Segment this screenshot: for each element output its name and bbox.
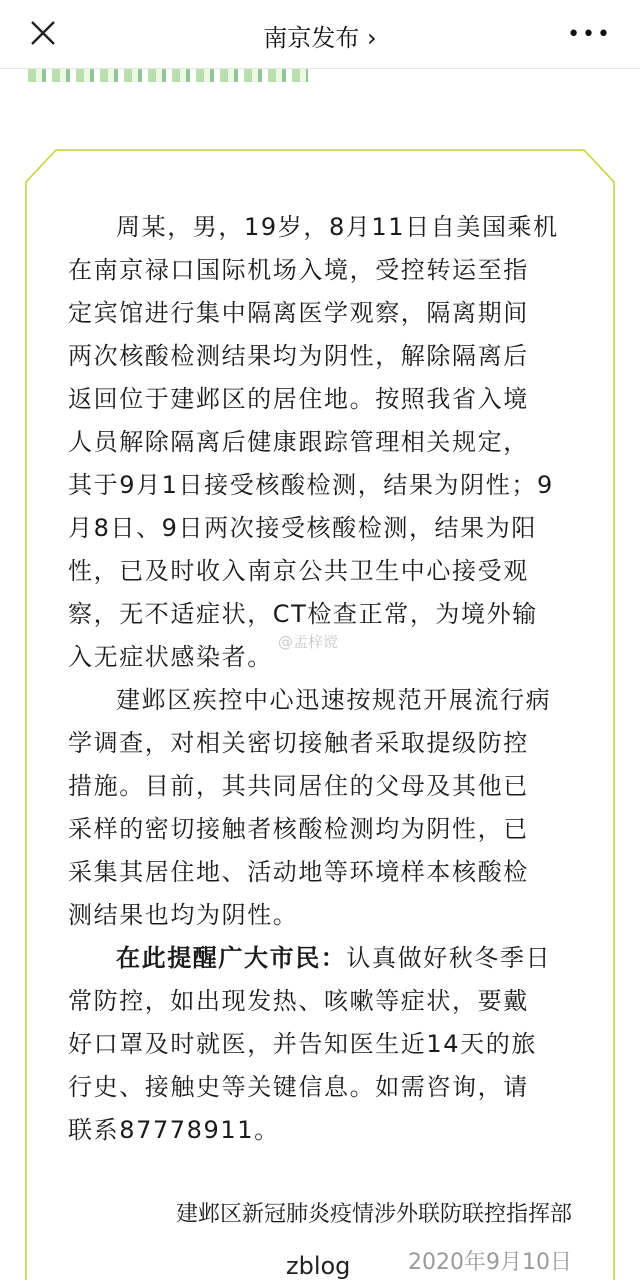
paragraph-line: 措施。目前，其共同居住的父母及其他已 bbox=[68, 772, 529, 800]
more-icon[interactable]: ••• bbox=[567, 22, 612, 47]
paragraph-line: 建邺区疾控中心迅速按规范开展流行病 bbox=[116, 686, 552, 714]
publish-date: 2020年9月10日 bbox=[408, 1250, 572, 1275]
paragraph-line: 入无症状感染者。 bbox=[68, 643, 273, 671]
article-body bbox=[68, 206, 578, 1152]
paragraph-line: 人员解除隔离后健康跟踪管理相关规定， bbox=[68, 428, 529, 456]
paragraph-line: 周某，男，19岁，8月11日自美国乘机 bbox=[116, 213, 559, 241]
paragraph-line: 定宾馆进行集中隔离医学观察，隔离期间 bbox=[68, 299, 529, 327]
paragraph-line: 好口罩及时就医，并告知医生近14天的旅 bbox=[68, 1030, 537, 1058]
account-title[interactable]: 南京发布 › bbox=[263, 24, 377, 52]
paragraph-line: 返回位于建邺区的居住地。按照我省入境 bbox=[68, 385, 529, 413]
paragraph-line: 联系87778911。 bbox=[68, 1116, 280, 1144]
paragraph-line bbox=[68, 937, 578, 980]
line-text: 认真做好秋冬季日 bbox=[346, 944, 552, 972]
paragraph-line: 月8日、9日两次接受核酸检测，结果为阳 bbox=[68, 514, 537, 542]
paragraph-line: 学调查，对相关密切接触者采取提级防控 bbox=[68, 729, 529, 757]
paragraph-line: 两次核酸检测结果均为阴性，解除隔离后 bbox=[68, 342, 529, 370]
reminder-lead: 在此提醒广大市民： bbox=[116, 944, 347, 972]
paragraph-line: 察，无不适症状，CT检查正常，为境外输 bbox=[68, 600, 538, 628]
paragraph-line: 采集其居住地、活动地等环境样本核酸检 bbox=[68, 858, 529, 886]
overlay-text: zblog bbox=[286, 1252, 351, 1280]
paragraph-line: 行史、接触史等关键信息。如需咨询，请 bbox=[68, 1073, 529, 1101]
paragraph-line: 测结果也均为阴性。 bbox=[68, 901, 299, 929]
signature: 建邺区新冠肺炎疫情涉外联防联控指挥部 bbox=[175, 1202, 572, 1227]
paragraph-line: 性，已及时收入南京公共卫生中心接受观 bbox=[68, 557, 529, 585]
paragraph-line: 采样的密切接触者核酸检测均为阴性，已 bbox=[68, 815, 529, 843]
paragraph-line: 在南京禄口国际机场入境，受控转运至指 bbox=[68, 256, 529, 284]
weibo-watermark: @孟梓谠 bbox=[278, 633, 339, 651]
paragraph-line: 常防控，如出现发热、咳嗽等症状，要戴 bbox=[68, 987, 529, 1015]
top-bar bbox=[0, 0, 640, 69]
paragraph-line: 其于9月1日接受核酸检测，结果为阴性；9 bbox=[68, 471, 554, 499]
